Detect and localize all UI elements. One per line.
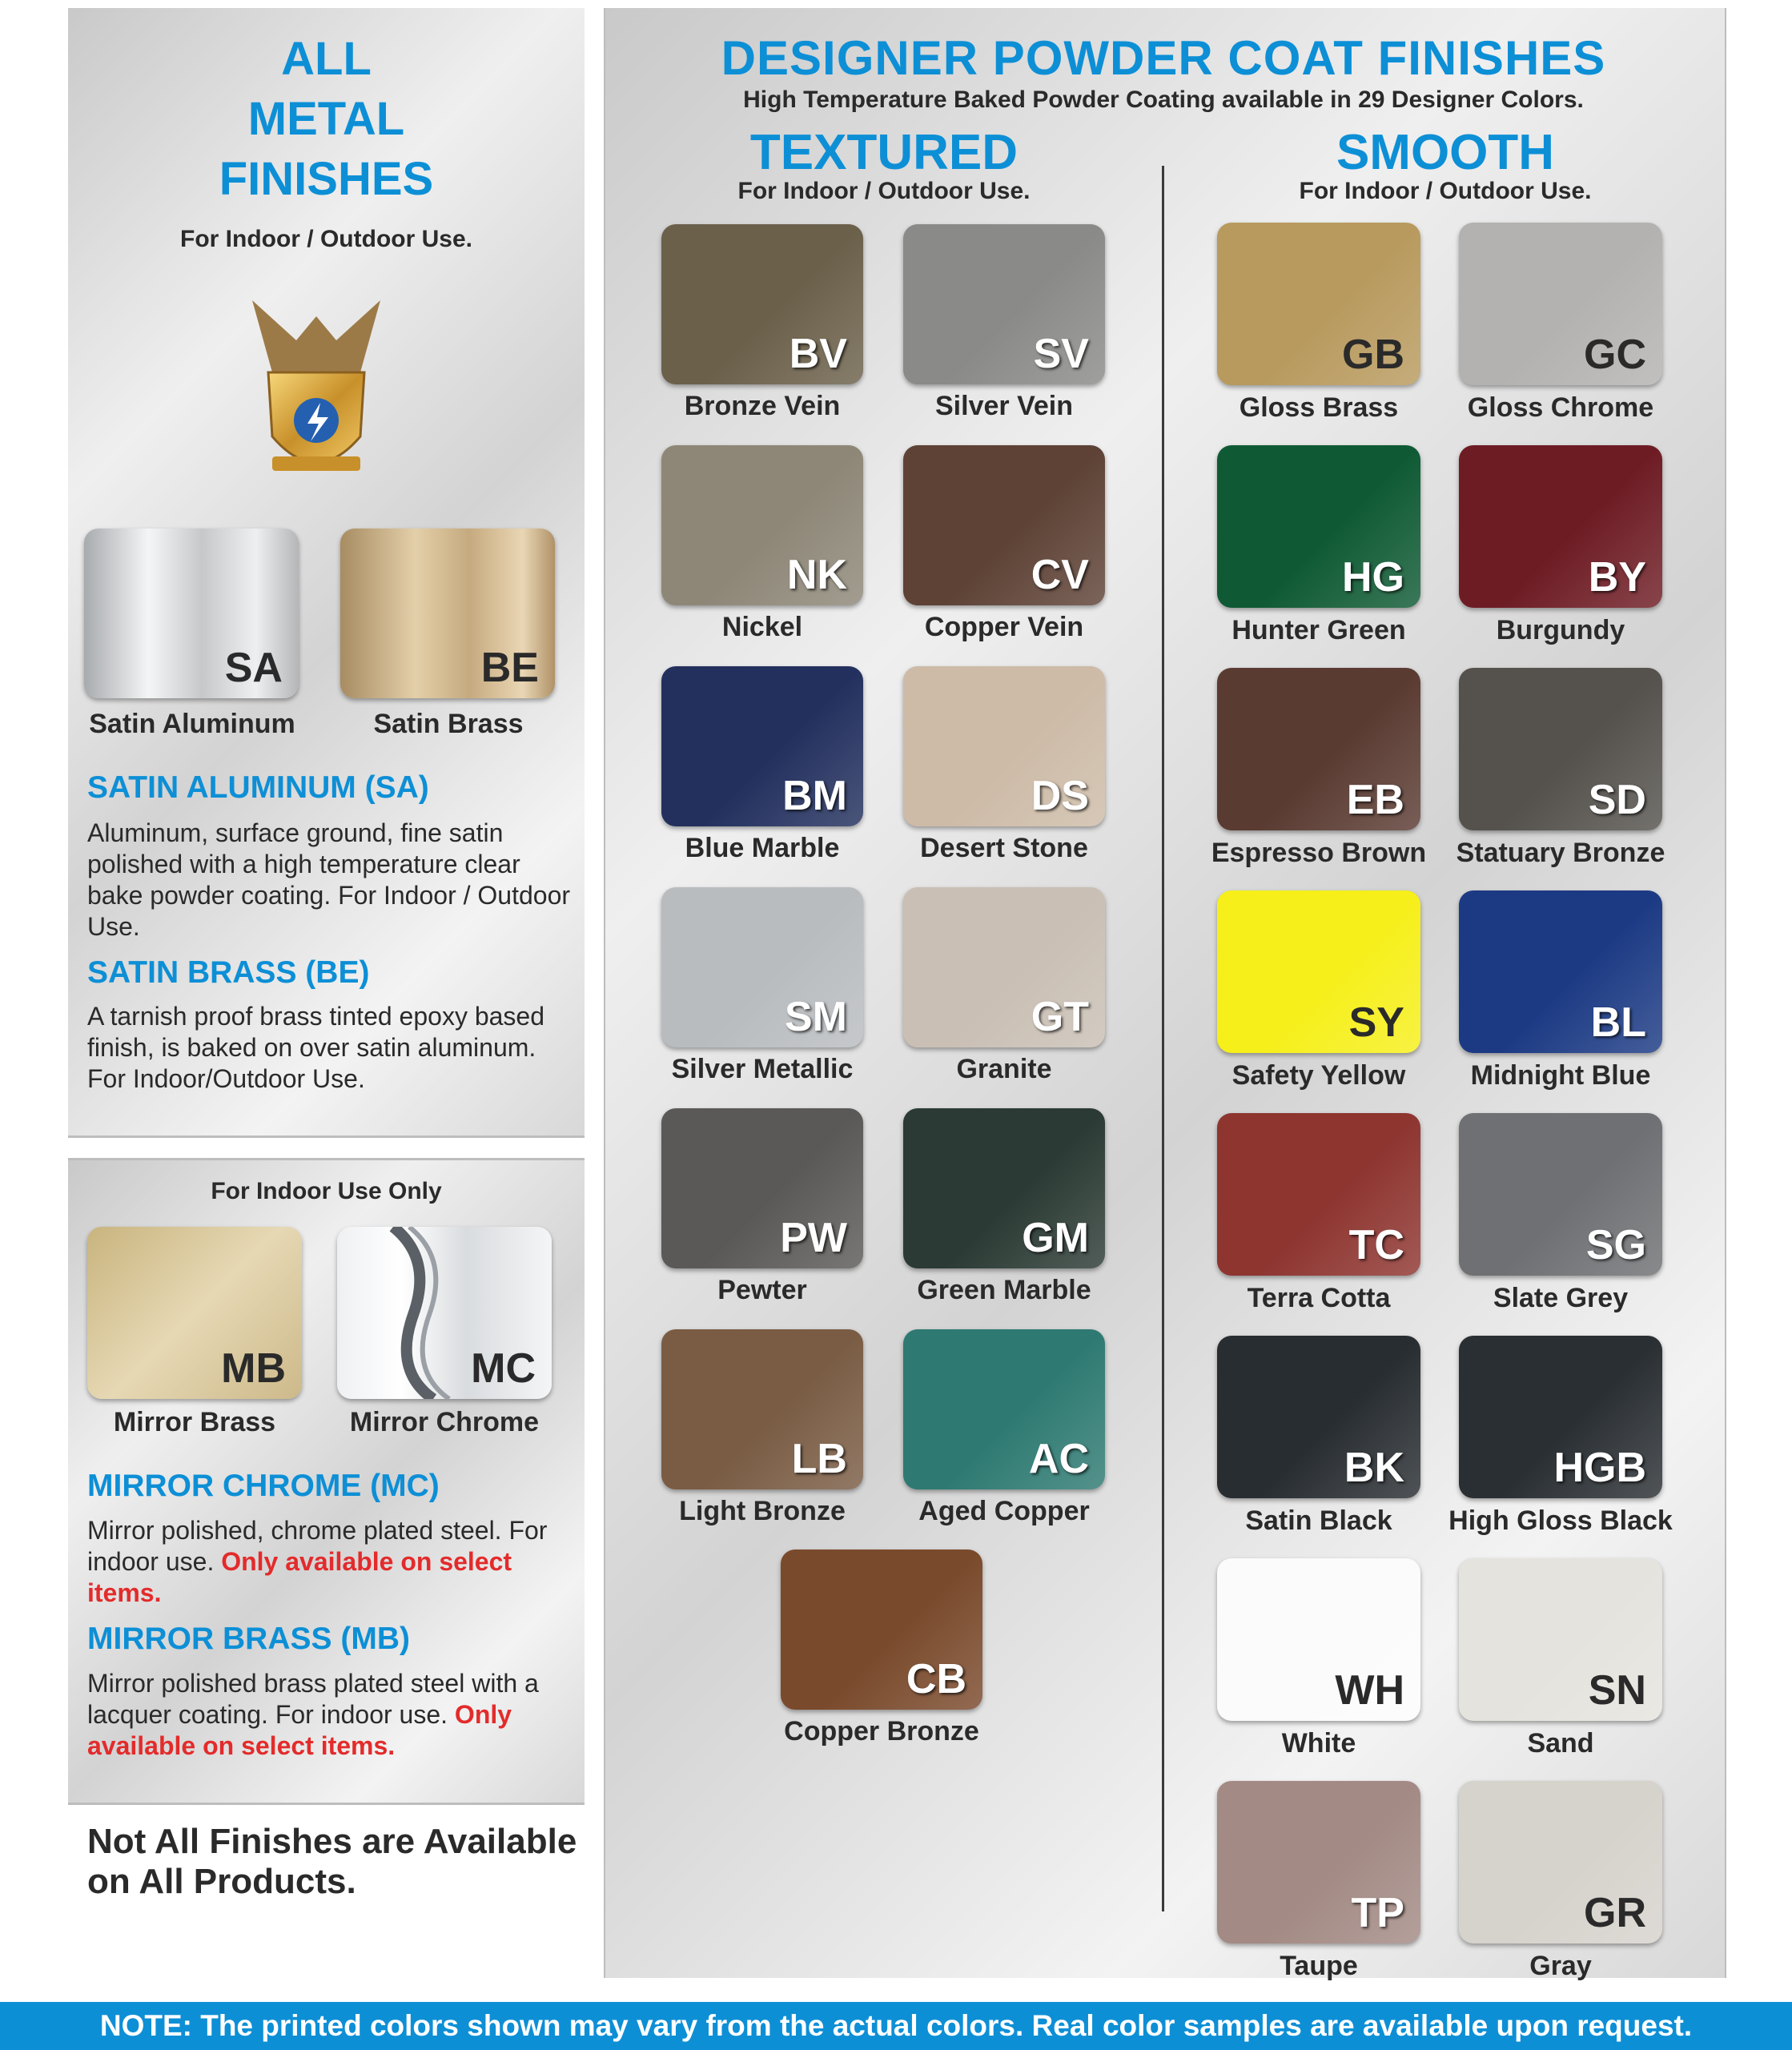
swatch-caption: Silver Metallic [671,1054,854,1084]
swatch-code: GR [1584,1890,1646,1936]
swatch-caption: Safety Yellow [1231,1060,1406,1091]
swatch-caption: Terra Cotta [1247,1283,1391,1313]
caption-satin-aluminum: Satin Aluminum [89,709,295,739]
swatch-caption: Green Marble [917,1275,1091,1305]
color-variance-note: NOTE: The printed colors shown may vary from the actual colors. Real color samples are available upon request. [0,2002,1792,2050]
swatch-caption: Light Bronze [679,1496,846,1526]
swatch-caption: Gloss Brass [1239,392,1399,423]
swatch-code: TP [1351,1890,1404,1936]
powder-coat-title: DESIGNER POWDER COAT FINISHES [721,31,1606,85]
swatch-caption: Nickel [721,612,803,642]
swatch-caption: Gloss Chrome [1467,392,1654,423]
swatch-caption: High Gloss Black [1448,1505,1673,1536]
caption-satin-brass: Satin Brass [373,709,524,739]
swatch-code: BK [1344,1445,1404,1491]
all-metal-title-line1: ALL [281,33,372,85]
swatch-code: GB [1342,332,1404,378]
swatch-caption: Pewter [717,1275,807,1305]
swatch-caption: White [1281,1728,1356,1759]
swatch-taupe [1217,1781,1420,1943]
swatch-aged-copper [903,1329,1105,1489]
swatch-gloss-brass [1217,223,1420,385]
swatch-statuary-bronze [1459,668,1662,830]
swatch-safety-yellow [1217,890,1420,1053]
all-metal-subtitle: For Indoor / Outdoor Use. [180,226,472,252]
satin-aluminum-description: Aluminum, surface ground, fine satin polished with a high temperature clear bake powder coating. For Indoor / Outdoor Use. [87,818,571,941]
swatch-code: SA [224,645,283,691]
swatch-code: CV [1031,552,1089,598]
swatch-code: HG [1342,554,1404,601]
swatch-code: DS [1031,773,1089,819]
swatch-terra-cotta [1217,1113,1420,1276]
swatch-caption: Gray [1529,1951,1592,1981]
swatch-caption: Hunter Green [1231,615,1406,645]
swatch-code: AC [1028,1436,1089,1482]
swatch-code: GM [1022,1215,1089,1261]
weather-guard-logo [248,284,384,492]
swatch-burgundy [1459,445,1662,608]
swatch-mirror-chrome [337,1227,552,1399]
mirror-brass-description [87,1668,576,1762]
swatch-granite [903,887,1105,1047]
swatch-pewter [661,1108,863,1268]
swatch-caption: Bronze Vein [684,391,841,421]
mirror-brass-text: Mirror polished brass plated steel with a lacquer coating. For indoor use. [87,1669,539,1729]
swatch-mirror-brass [87,1227,302,1399]
swatch-caption: Aged Copper [918,1496,1090,1526]
swatch-sand [1459,1558,1662,1721]
swatch-code: BM [782,773,847,819]
swatch-midnight-blue [1459,890,1662,1053]
swatch-copper-vein [903,445,1105,605]
mirror-brass-availability-note: Only available on select items. [87,1700,512,1760]
swatch-caption: Taupe [1280,1951,1358,1981]
swatch-code: BV [789,331,847,377]
swatch-code: BE [480,645,539,691]
swatch-code: HGB [1553,1445,1646,1491]
swatch-caption: Desert Stone [920,833,1088,863]
swatch-caption: Slate Grey [1493,1283,1629,1313]
swatch-code: SV [1033,331,1089,377]
swatch-code: EB [1346,777,1404,823]
swatch-code: GT [1031,994,1089,1040]
swatch-code: CB [906,1656,966,1702]
swatch-code: GC [1584,332,1646,378]
swatch-gloss-chrome [1459,223,1662,385]
swatch-caption: Copper Bronze [784,1716,979,1747]
swatch-code: SG [1585,1222,1646,1268]
swatch-satin-black [1217,1336,1420,1498]
swatch-code: PW [780,1215,847,1261]
swatch-green-marble [903,1108,1105,1268]
all-metal-title-line3: FINISHES [219,153,434,205]
swatch-code: SN [1588,1667,1646,1714]
caption-mirror-brass: Mirror Brass [113,1407,276,1437]
swatch-silver-vein [903,224,1105,384]
satin-aluminum-heading: SATIN ALUMINUM (SA) [87,770,429,805]
swatch-caption: Midnight Blue [1470,1060,1651,1091]
swatch-slate-grey [1459,1113,1662,1276]
swatch-code: BY [1588,554,1646,601]
swatch-code: BL [1590,999,1646,1046]
swatch-gray [1459,1781,1662,1943]
swatch-code: MB [221,1345,286,1392]
satin-brass-heading: SATIN BRASS (BE) [87,955,370,990]
mirror-chrome-heading: MIRROR CHROME (MC) [87,1469,440,1503]
mirror-chrome-description [87,1515,576,1609]
swatch-caption: Sand [1527,1728,1594,1759]
powder-coat-subtitle: High Temperature Baked Powder Coating available in 29 Designer Colors. [743,86,1584,113]
column-divider [1162,166,1164,1911]
textured-heading: TEXTURED [749,125,1019,180]
swatch-high-gloss-black [1459,1336,1662,1498]
caption-mirror-chrome: Mirror Chrome [349,1407,540,1437]
swatch-code: WH [1335,1667,1404,1714]
swatch-satin-aluminum [84,529,299,698]
swatch-code: MC [471,1345,536,1392]
swatch-satin-brass [340,529,555,698]
mirror-chrome-text: Mirror polished, chrome plated steel. For indoor use. [87,1516,548,1576]
swatch-caption: Granite [956,1054,1052,1084]
swatch-caption: Copper Vein [924,612,1084,642]
swatch-caption: Espresso Brown [1211,838,1427,868]
swatch-blue-marble [661,666,863,826]
swatch-code: SY [1348,999,1404,1046]
mirror-brass-heading: MIRROR BRASS (MB) [87,1622,410,1656]
indoor-use-label: For Indoor Use Only [211,1178,442,1204]
swatch-caption: Blue Marble [685,833,840,863]
swatch-caption: Satin Black [1245,1505,1392,1536]
satin-brass-description: A tarnish proof brass tinted epoxy based finish, is baked on over satin aluminum. For Indoor/Outdoor Use. [87,1002,545,1093]
availability-disclaimer: Not All Finishes are Available on All Products. [87,1822,577,1901]
swatch-bronze-vein [661,224,863,384]
swatch-caption: Statuary Bronze [1456,838,1665,868]
swatch-code: NK [786,552,847,598]
mirror-chrome-availability-note: Only available on select items. [87,1547,512,1607]
all-metal-title-line2: METAL [247,93,405,145]
swatch-hunter-green [1217,445,1420,608]
swatch-caption: Silver Vein [935,391,1073,421]
smooth-subtitle: For Indoor / Outdoor Use. [1299,178,1592,204]
swatch-white [1217,1558,1420,1721]
swatch-light-bronze [661,1329,863,1489]
swatch-nickel [661,445,863,605]
swatch-silver-metallic [661,887,863,1047]
swatch-code: SM [785,994,847,1040]
swatch-code: TC [1348,1222,1404,1268]
textured-subtitle: For Indoor / Outdoor Use. [737,178,1031,204]
swatch-desert-stone [903,666,1105,826]
swatch-caption: Burgundy [1496,615,1625,645]
swatch-espresso-brown [1217,668,1420,830]
swatch-code: LB [791,1436,847,1482]
swatch-code: SD [1588,777,1646,823]
smooth-heading: SMOOTH [1336,125,1555,180]
swatch-copper-bronze [781,1550,982,1710]
